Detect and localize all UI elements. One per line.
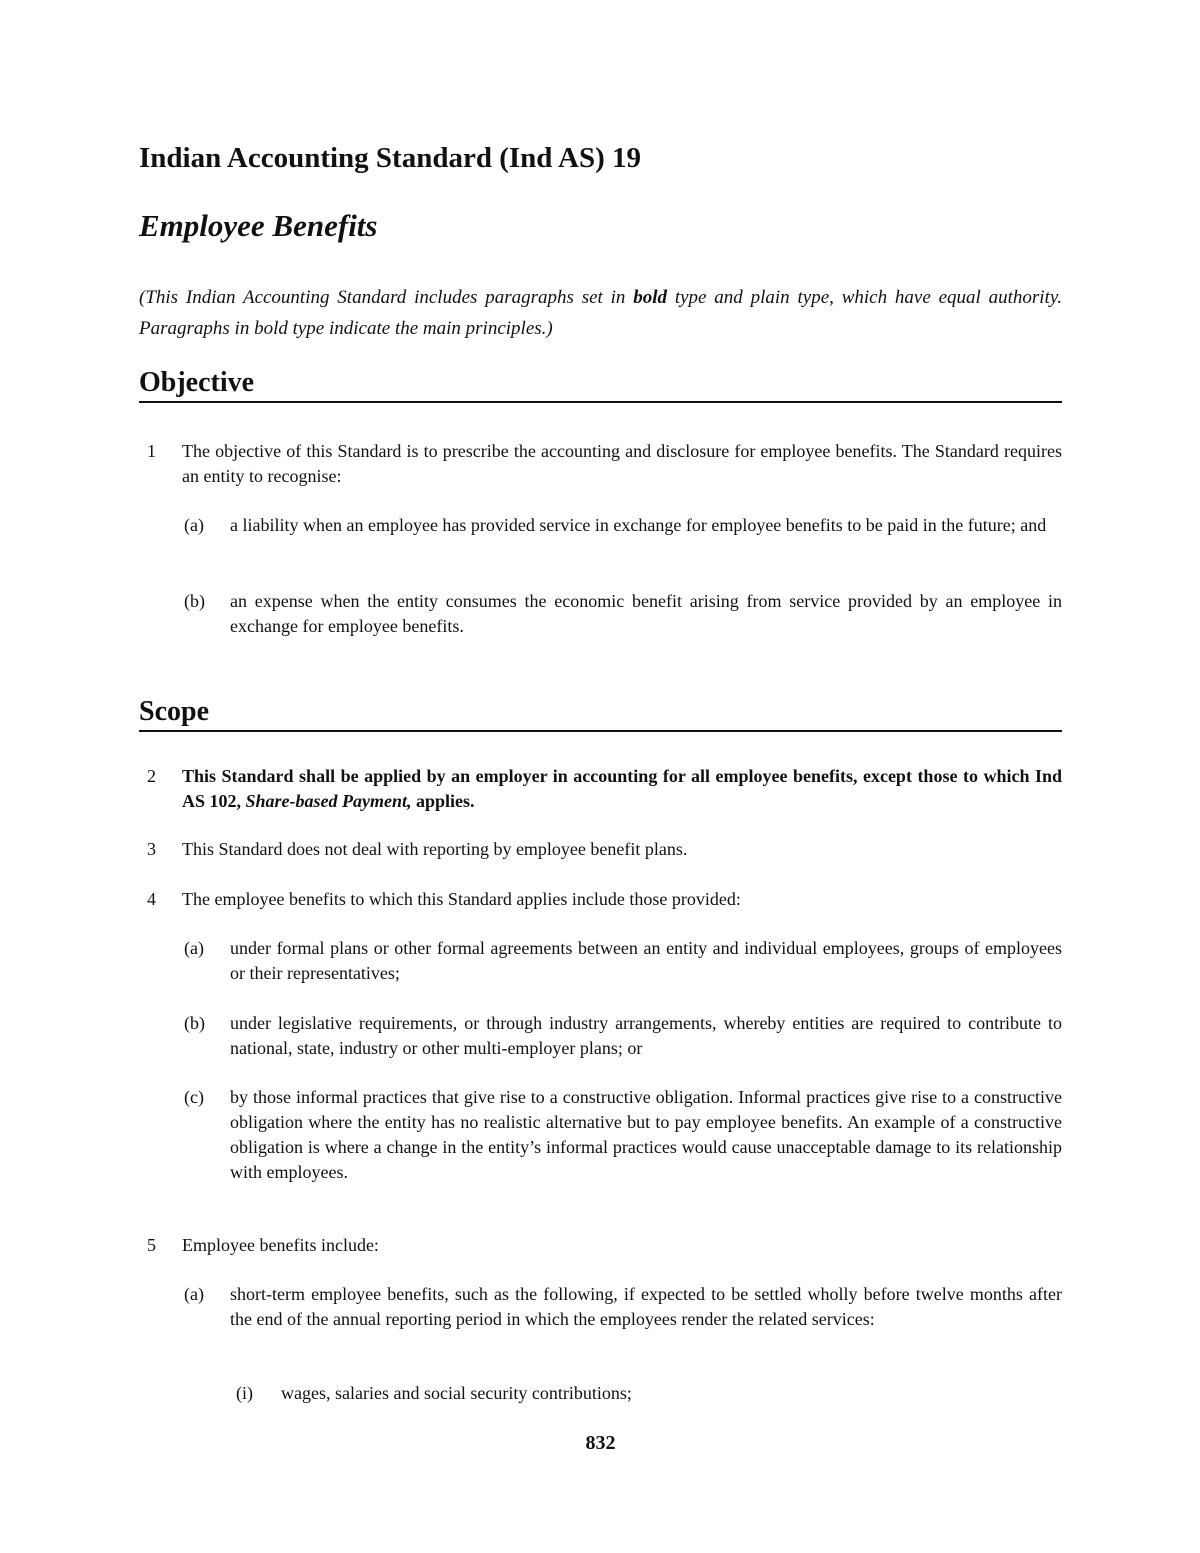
list-item-4a [182,936,1062,986]
list-item-text: under formal plans or other formal agreements between an entity and individual employees, groups of employees or their representatives; [230,938,1062,983]
list-item-text: short-term employee benefits, such as the following, if expected to be settled wholly before twelve months after the end of the annual reporting period in which the employees render the related services: [230,1284,1062,1329]
paragraph-1 [139,439,1062,489]
paragraph-text: Employee benefits include: [182,1235,379,1255]
list-item-4c [182,1085,1062,1185]
paragraph-5 [139,1233,1062,1258]
paragraph-2-text-2: applies. [411,791,475,811]
list-item-5a-i [234,1381,1062,1406]
paragraph-4 [139,887,1062,912]
list-item-label: (b) [184,591,205,611]
paragraph-text: This Standard does not deal with reporting by employee benefit plans. [182,839,688,859]
list-item-label: (i) [236,1383,253,1403]
intro-note-text-2: type and plain type, which have equal authority. Paragraphs in bold type indicate the main principles.) [139,287,1062,339]
paragraph-number: 3 [147,839,156,859]
list-item-text: by those informal practices that give rise to a constructive obligation. Informal practices give rise to a constructive obligation where the entity has no realistic alternative but to pay employee benefits. An example of a constructive obligation is where a change in the entity’s informal practices would cause unacceptable damage to its relationship with employees. [230,1087,1062,1182]
list-item-label: (b) [184,1013,205,1033]
section-heading-scope: Scope [139,696,1062,732]
list-item-label: (a) [184,1284,204,1304]
list-item-label: (c) [184,1087,204,1107]
intro-note-bold-word: bold [633,287,668,308]
paragraph-text: The objective of this Standard is to prescribe the accounting and disclosure for employee benefits. The Standard requires an entity to recognise: [182,441,1062,486]
paragraph-number: 2 [147,766,156,786]
page-number: 832 [585,1432,616,1454]
section-heading-objective: Objective [139,367,1062,403]
paragraph-text [182,764,1062,814]
list-item-4b [182,1011,1062,1061]
list-item-text: an expense when the entity consumes the economic benefit arising from service provided by an employee in exchange for employee benefits. [230,591,1062,636]
list-item-1b [182,589,1062,639]
list-item-1a [182,513,1062,538]
intro-note [139,282,1062,344]
intro-note-text-1: (This Indian Accounting Standard includes paragraphs set in [139,287,634,308]
list-item-label: (a) [184,938,204,958]
list-item-label: (a) [184,515,204,535]
paragraph-2 [139,764,1062,814]
paragraph-number: 5 [147,1235,156,1255]
document-page [139,0,1062,1553]
paragraph-text: The employee benefits to which this Standard applies include those provided: [182,889,741,909]
list-item-text: under legislative requirements, or through industry arrangements, whereby entities are required to contribute to national, state, industry or other multi-employer plans; or [230,1013,1062,1058]
standard-title: Indian Accounting Standard (Ind AS) 19 [139,142,642,174]
paragraph-3 [139,837,1062,862]
paragraph-number: 4 [147,889,156,909]
list-item-5a [182,1282,1062,1332]
paragraph-2-italic-title: Share-based Payment, [245,791,412,811]
paragraph-2-text-1: This Standard shall be applied by an employer in accounting for all employee benefits, except those to which Ind AS 102, [182,766,1062,811]
list-item-text: a liability when an employee has provided service in exchange for employee benefits to be paid in the future; and [230,515,1047,535]
list-item-text: wages, salaries and social security contributions; [281,1383,632,1403]
standard-subtitle: Employee Benefits [139,208,378,243]
paragraph-number: 1 [147,441,156,461]
